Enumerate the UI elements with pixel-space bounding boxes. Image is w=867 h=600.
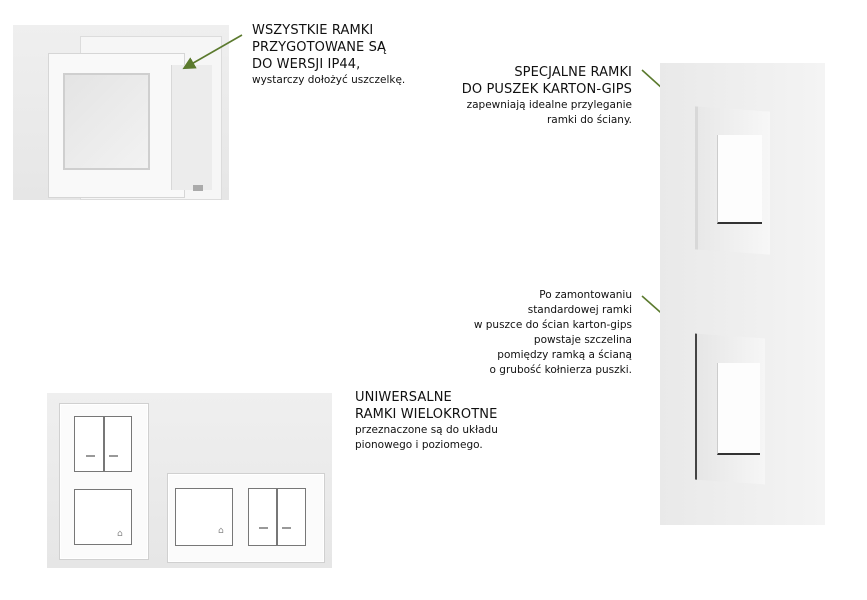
indicator xyxy=(86,455,95,457)
standard-text-block xyxy=(440,288,632,378)
multi-subtitle-line-1: przeznaczone są do układu xyxy=(355,424,498,436)
bell-key xyxy=(74,489,132,545)
ip44-title-line-2: PRZYGOTOWANE SĄ xyxy=(252,40,386,55)
indicator xyxy=(109,455,118,457)
bell-key xyxy=(175,488,233,546)
multi-frame-photo xyxy=(47,393,332,568)
bell-icon: ⌂ xyxy=(218,526,224,536)
drywall-subtitle-line-1: zapewniają idealne przyleganie xyxy=(466,99,632,111)
bell-icon: ⌂ xyxy=(117,529,123,539)
standard-text-line-6: o grubość kołnierza puszki. xyxy=(489,364,632,376)
drywall-frame-photo xyxy=(660,63,825,290)
standard-text-line-3: w puszce do ścian karton-gips xyxy=(473,319,632,331)
standard-text-line-4: powstaje szczelina xyxy=(533,334,632,346)
switch-rocker xyxy=(717,135,762,224)
key-divider xyxy=(276,488,278,546)
ip44-title-line-1: WSZYSTKIE RAMKI xyxy=(252,23,374,38)
drywall-subtitle-line-2: ramki do ściany. xyxy=(546,114,632,126)
multi-title-line-1: UNIWERSALNE xyxy=(355,390,452,405)
key-divider xyxy=(103,416,105,472)
ip44-subtitle: wystarczy dołożyć uszczelkę. xyxy=(252,74,406,86)
standard-frame-photo xyxy=(660,290,825,525)
indicator xyxy=(282,527,291,529)
multi-subtitle-line-2: pionowego i poziomego. xyxy=(355,439,483,451)
drywall-text-block xyxy=(420,64,632,128)
indicator xyxy=(259,527,268,529)
multi-text-block xyxy=(355,389,555,453)
switch-rocker xyxy=(717,363,760,455)
drywall-title-line-2: DO PUSZEK KARTON-GIPS xyxy=(461,82,632,97)
drywall-title-line-1: SPECJALNE RAMKI xyxy=(514,65,632,80)
standard-text-line-2: standardowej ramki xyxy=(527,304,632,316)
multi-title-line-2: RAMKI WIELOKROTNE xyxy=(355,407,498,422)
ip44-title-line-3: DO WERSJI IP44, xyxy=(252,57,361,72)
standard-text-line-1: Po zamontowaniu xyxy=(539,289,632,301)
standard-text-line-5: pomiędzy ramką a ścianą xyxy=(497,349,632,361)
